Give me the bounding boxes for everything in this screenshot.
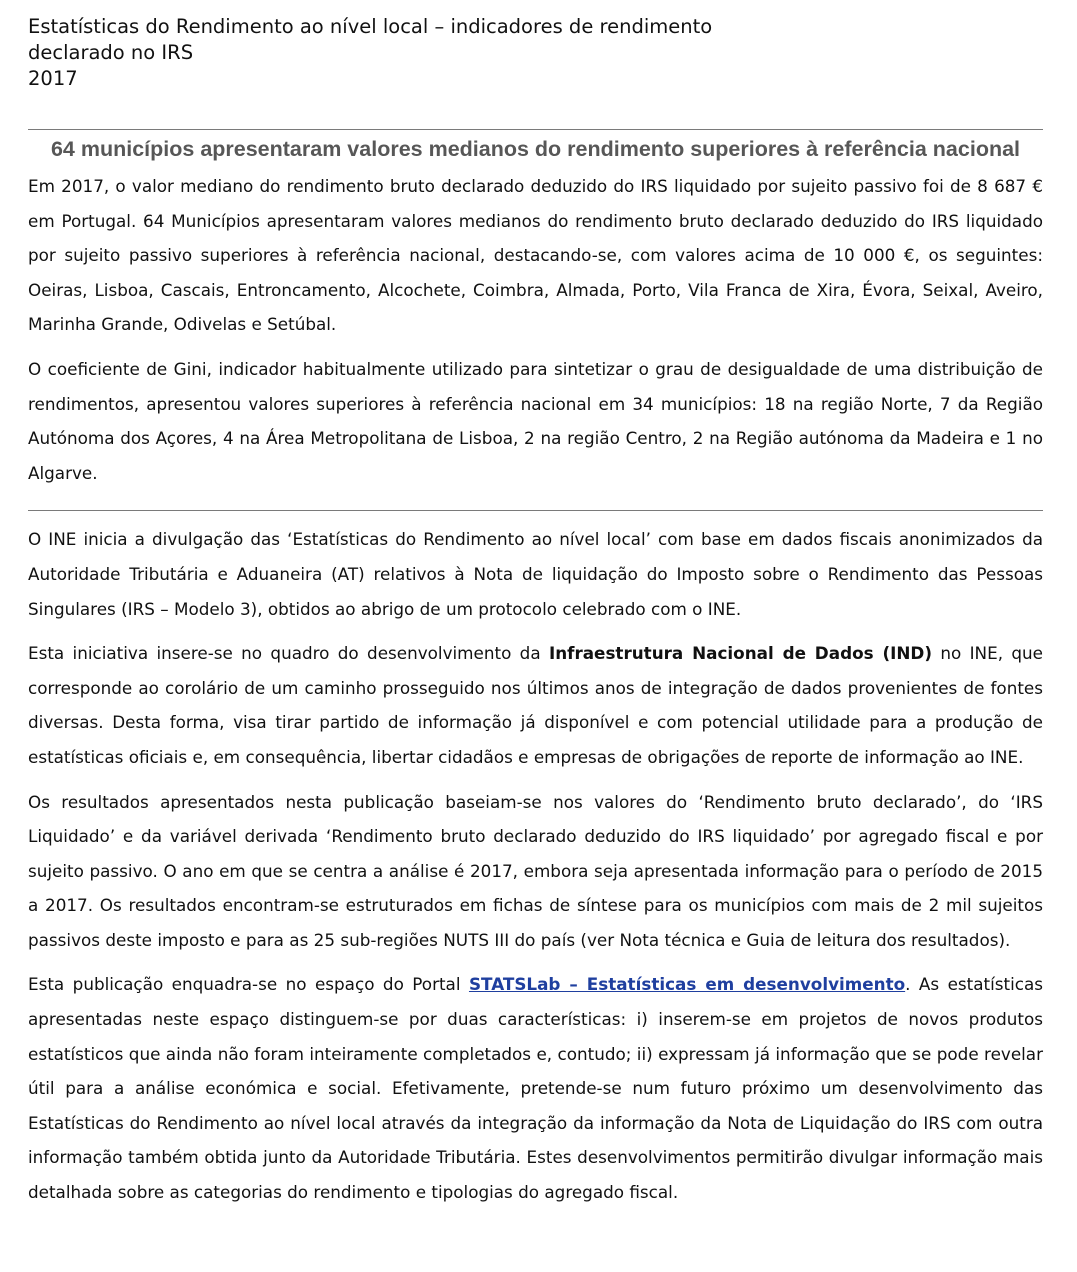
ind-text-before: Esta iniciativa insere-se no quadro do desenvolvimento da: [28, 643, 549, 664]
document-year: 2017: [28, 67, 78, 90]
highlight-paragraph-median: Em 2017, o valor mediano do rendimento bruto declarado deduzido do IRS liquidado por sujeito passivo foi de 8 687 € em Portugal. 64 Municípios apresentaram valores medianos do rendimento bruto declarado deduzido do IRS liquidado por sujeito passivo superiores à referência nacional, destacando-se, com valores acima de 10 000 €, os seguintes: Oeiras, Lisboa, Cascais, Entroncamento, Alcochete, Coimbra, Almada, Porto, Vila Franca de Xira, Évora, Seixal, Aveiro, Marinha Grande, Odivelas e Setúbal.: [28, 176, 1043, 335]
intro-paragraph-statslab: [28, 967, 1043, 1209]
statslab-text-before: Esta publicação enquadra-se no espaço do Portal: [28, 974, 469, 995]
statslab-link[interactable]: STATSLab – Estatísticas em desenvolvimento: [468, 974, 906, 995]
document-page: [28, 0, 1043, 1210]
intro-paragraph-results: Os resultados apresentados nesta publicação baseiam-se nos valores do ‘Rendimento bruto declarado’, do ‘IRS Liquidado’ e da variável derivada ‘Rendimento bruto declarado deduzido do IRS liquidado’ por agregado fiscal e por sujeito passivo. O ano em que se centra a análise é 2017, embora seja apresentada informação para o período de 2015 a 2017. Os resultados encontram-se estruturados em fichas de síntese para os municípios com mais de 2 mil sujeitos passivos deste imposto e para as 25 sub-regiões NUTS III do país (ver Nota técnica e Guia de leitura dos resultados).: [28, 791, 1043, 950]
document-title: [28, 14, 1043, 92]
ind-bold-term: Infraestrutura Nacional de Dados (IND): [548, 643, 933, 664]
statslab-text-after: . As estatísticas apresentadas neste espaço distinguem-se por duas características: i) inserem-se em projetos de novos produtos estatísticos que ainda não foram inteiramente completados e, contudo; ii) expressam já informação que se pode revelar útil para a análise económica e social. Efetivamente, pretende-se num futuro próximo um desenvolvimento das Estatísticas do Rendimento ao nível local através da integração da informação da Nota de Liquidação do IRS com outra informação também obtida junto da Autoridade Tributária. Estes desenvolvimentos permitirão divulgar informação mais detalhada sobre as categorias do rendimento e tipologias do agregado fiscal.: [28, 974, 1044, 1203]
top-divider: [28, 129, 1043, 130]
ind-text-after: no INE, que corresponde ao corolário de um caminho prosseguido nos últimos anos de integração de dados provenientes de fontes diversas. Desta forma, visa tirar partido de informação já disponível e com potencial utilidade para a produção de estatísticas oficiais e, em consequência, libertar cidadãos e empresas de obrigações de reporte de informação ao INE.: [28, 643, 1044, 767]
intro-paragraph-ind: [28, 636, 1043, 774]
section-divider: [28, 510, 1043, 511]
intro-section: [28, 522, 1043, 1209]
intro-paragraph-ine: O INE inicia a divulgação das ‘Estatísticas do Rendimento ao nível local’ com base em dados fiscais anonimizados da Autoridade Tributária e Aduaneira (AT) relativos à Nota de liquidação do Imposto sobre o Rendimento das Pessoas Singulares (IRS – Modelo 3), obtidos ao abrigo de um protocolo celebrado com o INE.: [28, 529, 1043, 619]
document-title-line-2: declarado no IRS: [28, 41, 194, 64]
highlight-paragraph-gini: O coeficiente de Gini, indicador habitualmente utilizado para sintetizar o grau de desigualdade de uma distribuição de rendimentos, apresentou valores superiores à referência nacional em 34 municípios: 18 na região Norte, 7 da Região Autónoma dos Açores, 4 na Área Metropolitana de Lisboa, 2 na região Centro, 2 na Região autónoma da Madeira e 1 no Algarve.: [28, 358, 1043, 483]
highlights-section: [28, 169, 1043, 490]
document-title-line-1: Estatísticas do Rendimento ao nível local – indicadores de rendimento: [28, 15, 713, 38]
headline: 64 municípios apresentaram valores medianos do rendimento superiores à referência nacional: [50, 137, 1021, 161]
